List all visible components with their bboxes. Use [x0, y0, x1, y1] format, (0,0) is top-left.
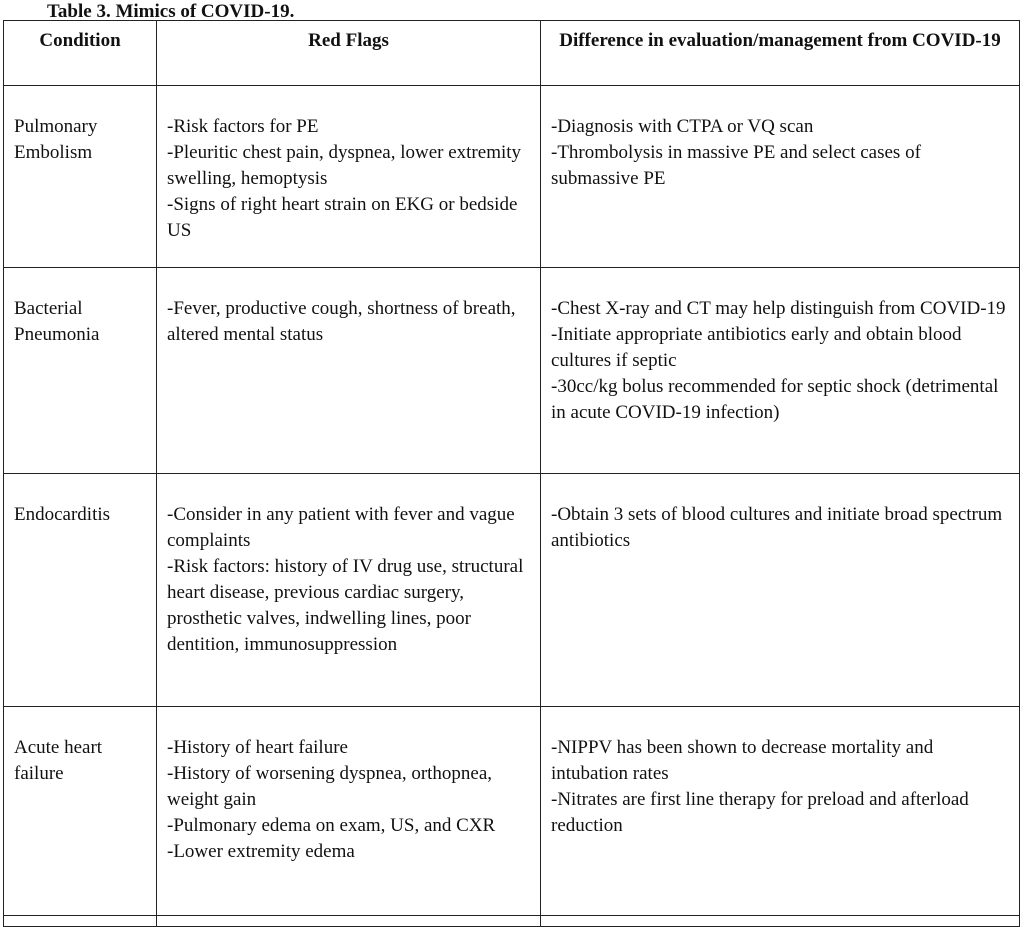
empty-cell [541, 916, 1020, 927]
table-row [4, 707, 1020, 916]
difference-cell [541, 268, 1020, 474]
mimics-table [3, 20, 1020, 927]
cell-line: -Risk factors: history of IV drug use, structural heart disease, previous cardiac surgery, prosthetic valves, indwelling lines, poor dentition, immunosuppression [167, 556, 524, 655]
table-row-continued [4, 916, 1020, 927]
cell-line: -Pleuritic chest pain, dyspnea, lower extremity swelling, hemoptysis [167, 142, 522, 189]
cell-line: -Pulmonary edema on exam, US, and CXR [167, 815, 496, 836]
red-flags-cell [157, 707, 541, 916]
table-row [4, 268, 1020, 474]
header-difference: Difference in evaluation/management from COVID-19 [541, 21, 1020, 86]
cell-line: -Thrombolysis in massive PE and select cases of submassive PE [551, 142, 921, 189]
difference-cell [541, 707, 1020, 916]
difference-cell [541, 474, 1020, 707]
condition-cell: Endocarditis [4, 474, 157, 707]
table-caption: Table 3. Mimics of COVID-19. [47, 1, 295, 22]
condition-cell: Bacterial Pneumonia [4, 268, 157, 474]
table-row [4, 86, 1020, 268]
difference-cell [541, 86, 1020, 268]
red-flags-cell [157, 268, 541, 474]
cell-line: -Obtain 3 sets of blood cultures and initiate broad spectrum antibiotics [551, 504, 1003, 551]
cell-line: -NIPPV has been shown to decrease mortality and intubation rates [551, 737, 934, 784]
cell-line: -Risk factors for PE [167, 116, 319, 137]
condition-cell: Pulmonary Embolism [4, 86, 157, 268]
table-row [4, 474, 1020, 707]
cell-line: -Signs of right heart strain on EKG or bedside US [167, 194, 518, 241]
cell-line: -Lower extremity edema [167, 841, 355, 862]
red-flags-cell [157, 86, 541, 268]
red-flags-cell [157, 474, 541, 707]
header-row [4, 21, 1020, 86]
cell-line: -Initiate appropriate antibiotics early and obtain blood cultures if septic [551, 324, 962, 371]
cell-line: -Diagnosis with CTPA or VQ scan [551, 116, 814, 137]
cell-line: -30cc/kg bolus recommended for septic shock (detrimental in acute COVID-19 infection) [551, 376, 999, 423]
header-red-flags: Red Flags [157, 21, 541, 86]
cell-line: -History of heart failure [167, 737, 348, 758]
empty-cell [157, 916, 541, 927]
cell-line: -Nitrates are first line therapy for preload and afterload reduction [551, 789, 969, 836]
cell-line: -History of worsening dyspnea, orthopnea, weight gain [167, 763, 493, 810]
header-condition: Condition [4, 21, 157, 86]
cell-line: -Fever, productive cough, shortness of breath, altered mental status [167, 298, 516, 345]
condition-cell: Acute heart failure [4, 707, 157, 916]
cell-line: -Chest X-ray and CT may help distinguish from COVID-19 [551, 298, 1006, 319]
empty-cell [4, 916, 157, 927]
cell-line: -Consider in any patient with fever and vague complaints [167, 504, 515, 551]
